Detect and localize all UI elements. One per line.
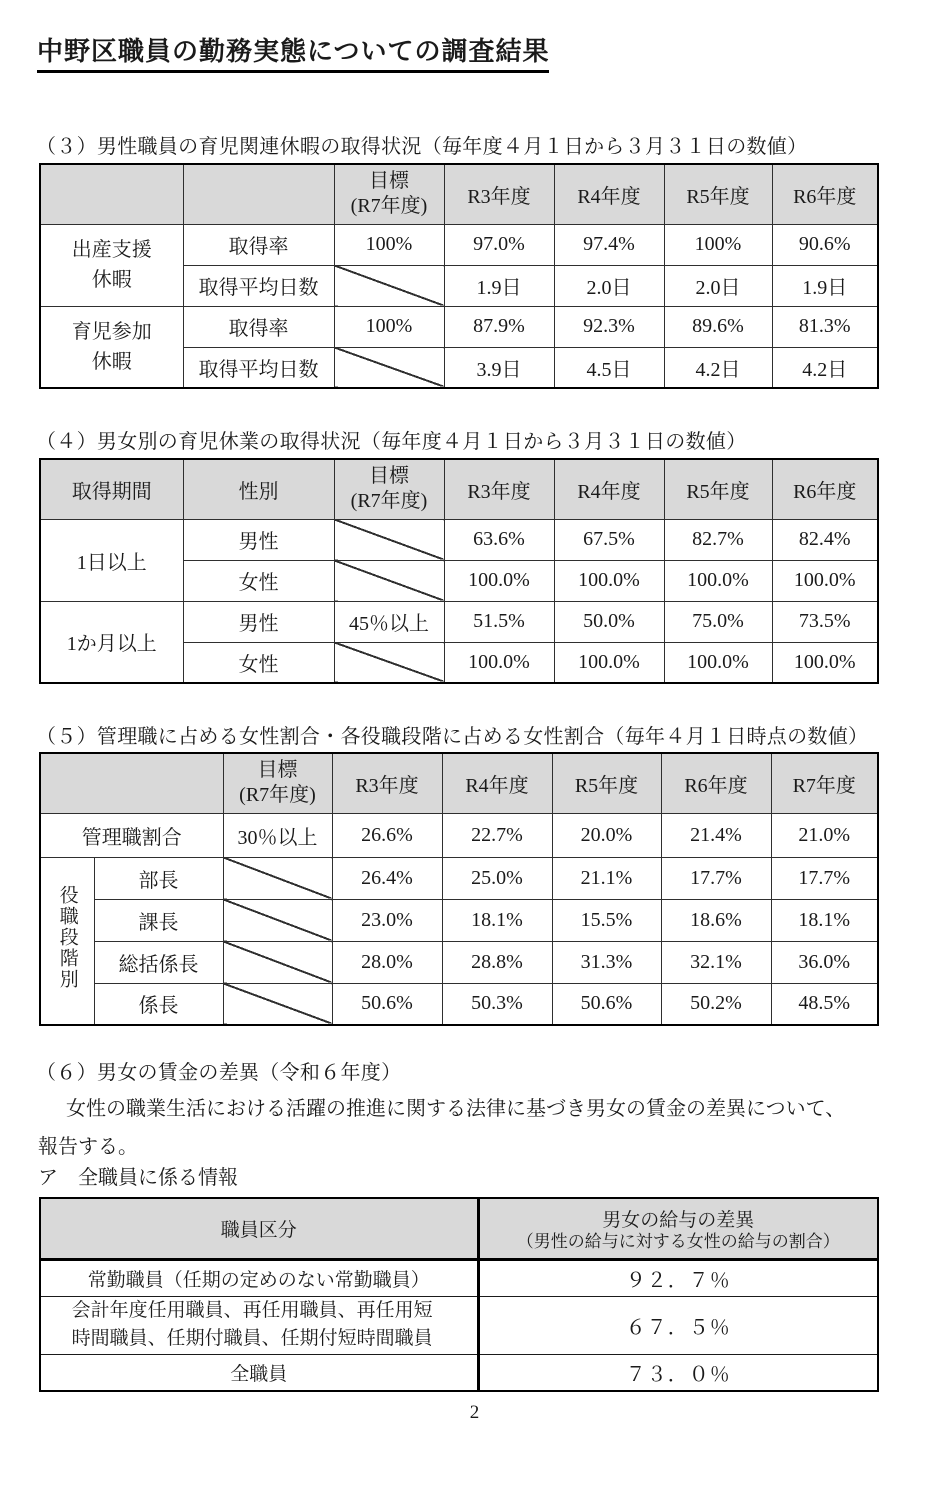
goal-cell-na [334, 560, 444, 601]
year-header-cell: R7年度 [771, 753, 878, 813]
goal-cell-na [334, 642, 444, 683]
value-cell: ９２．７％ [478, 1259, 878, 1296]
value-cell: 25.0% [442, 857, 552, 899]
paragraph-line: 女性の職業生活における活躍の推進に関する法律に基づき男女の賃金の差異について、 [66, 1098, 846, 1120]
value-cell: 20.0% [552, 813, 661, 857]
section3-heading: （３）男性職員の育児関連休暇の取得状況（毎年度４月１日から３月３１日の数値） [36, 136, 808, 158]
metric-cell: 取得平均日数 [183, 347, 334, 388]
value-cell: 82.4% [772, 519, 878, 560]
value-cell: 22.7% [442, 813, 552, 857]
goal-cell-na [223, 941, 332, 983]
value-cell: 100.0% [772, 560, 878, 601]
table-row [40, 899, 878, 941]
section4-heading: （４）男女別の育児休業の取得状況（毎年度４月１日から３月３１日の数値） [36, 431, 747, 453]
value-cell: 26.6% [332, 813, 442, 857]
year-header-cell: R3年度 [332, 753, 442, 813]
wage-gap-header-cell: 男女の給与の差異 （男性の給与に対する女性の給与の割合） [478, 1198, 878, 1259]
metric-cell: 取得平均日数 [183, 265, 334, 306]
value-cell: 67.5% [554, 519, 664, 560]
value-cell: 50.6% [332, 983, 442, 1025]
value-cell-highlighted: 73.5% [772, 601, 878, 642]
value-cell: 26.4% [332, 857, 442, 899]
value-cell: 87.9% [444, 306, 554, 347]
value-cell: 50.3% [442, 983, 552, 1025]
table-header-row [40, 753, 878, 813]
value-cell: 100.0% [444, 560, 554, 601]
goal-cell: 30％以上 [223, 813, 332, 857]
table-female-ratio-managers [39, 752, 879, 1026]
value-cell: 48.5% [771, 983, 878, 1025]
row-label-cell: 係長 [94, 983, 223, 1025]
value-cell: 28.0% [332, 941, 442, 983]
metric-cell: 取得率 [183, 224, 334, 265]
table-row [40, 1354, 878, 1391]
table-male-childcare-leave [39, 163, 879, 389]
staff-category-header-cell: 職員区分 [40, 1198, 478, 1259]
gender-cell: 女性 [183, 560, 334, 601]
value-cell: 100.0% [554, 560, 664, 601]
value-cell: 4.2日 [772, 347, 878, 388]
table-row [40, 224, 878, 265]
row-group-cell: 役職段階別 [40, 857, 94, 1025]
goal-cell: 100% [334, 306, 444, 347]
value-cell: 50.6% [552, 983, 661, 1025]
value-cell: 21.4% [661, 813, 771, 857]
page-title: 中野区職員の勤務実態についての調査結果 [37, 31, 549, 73]
section5-heading: （５）管理職に占める女性割合・各役職段階に占める女性割合（毎年４月１日時点の数値） [36, 726, 869, 748]
blank-header-cell [183, 164, 334, 224]
value-cell: 92.3% [554, 306, 664, 347]
table-header-row [40, 1198, 878, 1259]
year-header-cell: R4年度 [554, 459, 664, 519]
year-header-cell: R3年度 [444, 164, 554, 224]
value-cell: 1.9日 [444, 265, 554, 306]
value-cell: 100.0% [664, 642, 772, 683]
page-number: 2 [469, 1402, 480, 1423]
table-row [40, 601, 878, 642]
value-cell: 17.7% [661, 857, 771, 899]
value-cell: ７３．０％ [478, 1354, 878, 1391]
year-header-cell: R5年度 [552, 753, 661, 813]
value-cell: 50.2% [661, 983, 771, 1025]
blank-header-cell [40, 164, 183, 224]
table-row [40, 941, 878, 983]
year-header-cell: R6年度 [772, 459, 878, 519]
year-header-cell: R3年度 [444, 459, 554, 519]
section6-heading: （６）男女の賃金の差異（令和６年度） [36, 1062, 402, 1084]
gender-cell: 男性 [183, 519, 334, 560]
table-wage-gap [39, 1197, 879, 1392]
goal-cell-na [223, 983, 332, 1025]
value-cell: 89.6% [664, 306, 772, 347]
value-cell: ６７．５％ [478, 1296, 878, 1354]
table-row [40, 306, 878, 347]
gender-header-cell: 性別 [183, 459, 334, 519]
value-cell: 32.1% [661, 941, 771, 983]
metric-cell: 取得率 [183, 306, 334, 347]
value-cell-highlighted: 81.3% [772, 306, 878, 347]
section6-paragraph [38, 1090, 938, 1166]
value-cell: 97.0% [444, 224, 554, 265]
value-cell: 100% [664, 224, 772, 265]
goal-cell-na [223, 857, 332, 899]
value-cell: 50.0% [554, 601, 664, 642]
value-cell: 97.4% [554, 224, 664, 265]
gender-cell: 女性 [183, 642, 334, 683]
year-header-cell: R6年度 [772, 164, 878, 224]
goal-cell: 45％以上 [334, 601, 444, 642]
row-label-cell: 常勤職員（任期の定めのない常勤職員） [40, 1259, 478, 1296]
value-cell: 100.0% [772, 642, 878, 683]
gender-cell: 男性 [183, 601, 334, 642]
goal-cell-na [334, 347, 444, 388]
value-cell: 100.0% [554, 642, 664, 683]
row-label-cell: 管理職割合 [40, 813, 223, 857]
table-row [40, 519, 878, 560]
row-label-cell: 部長 [94, 857, 223, 899]
value-cell: 3.9日 [444, 347, 554, 388]
goal-cell-na [334, 519, 444, 560]
year-header-cell: R6年度 [661, 753, 771, 813]
value-cell: 4.5日 [554, 347, 664, 388]
goal-cell: 100% [334, 224, 444, 265]
row-group-cell: 1か月以上 [40, 601, 183, 683]
year-header-cell: R5年度 [664, 164, 772, 224]
value-cell: 2.0日 [554, 265, 664, 306]
value-cell: 82.7% [664, 519, 772, 560]
value-cell-highlighted: 90.6% [772, 224, 878, 265]
row-label-cell: 課長 [94, 899, 223, 941]
value-cell: 1.9日 [772, 265, 878, 306]
row-group-cell: 1日以上 [40, 519, 183, 601]
year-header-cell: R4年度 [442, 753, 552, 813]
value-cell-highlighted: 21.0% [771, 813, 878, 857]
value-cell: 31.3% [552, 941, 661, 983]
goal-header-cell: 目標 (R7年度) [334, 164, 444, 224]
value-cell: 18.6% [661, 899, 771, 941]
table-header-row [40, 459, 878, 519]
table-row [40, 1259, 878, 1296]
value-cell: 36.0% [771, 941, 878, 983]
row-group-cell: 出産支援休暇 [40, 224, 183, 306]
year-header-cell: R4年度 [554, 164, 664, 224]
table-row-managers [40, 813, 878, 857]
goal-header-cell: 目標 (R7年度) [334, 459, 444, 519]
value-cell: 63.6% [444, 519, 554, 560]
table-header-row [40, 164, 878, 224]
value-cell: 4.2日 [664, 347, 772, 388]
row-label-cell: 会計年度任用職員、再任用職員、再任用短時間職員、任期付職員、任期付短時間職員 [40, 1296, 478, 1354]
value-cell: 51.5% [444, 601, 554, 642]
value-cell: 15.5% [552, 899, 661, 941]
value-cell: 18.1% [771, 899, 878, 941]
value-cell: 100.0% [664, 560, 772, 601]
section6-subheading: ア 全職員に係る情報 [38, 1167, 238, 1189]
value-cell: 18.1% [442, 899, 552, 941]
period-header-cell: 取得期間 [40, 459, 183, 519]
paragraph-line: 報告する。 [38, 1136, 138, 1158]
table-row [40, 983, 878, 1025]
goal-cell-na [334, 265, 444, 306]
row-label-cell: 全職員 [40, 1354, 478, 1391]
table-row [40, 857, 878, 899]
year-header-cell: R5年度 [664, 459, 772, 519]
blank-header-cell [40, 753, 223, 813]
value-cell: 23.0% [332, 899, 442, 941]
goal-header-cell: 目標 (R7年度) [223, 753, 332, 813]
row-label-cell: 総括係長 [94, 941, 223, 983]
value-cell: 17.7% [771, 857, 878, 899]
value-cell: 21.1% [552, 857, 661, 899]
table-row [40, 1296, 878, 1354]
value-cell: 75.0% [664, 601, 772, 642]
goal-cell-na [223, 899, 332, 941]
value-cell: 2.0日 [664, 265, 772, 306]
table-childcare-leave-by-gender [39, 458, 879, 684]
value-cell: 100.0% [444, 642, 554, 683]
row-group-cell: 育児参加休暇 [40, 306, 183, 388]
value-cell: 28.8% [442, 941, 552, 983]
